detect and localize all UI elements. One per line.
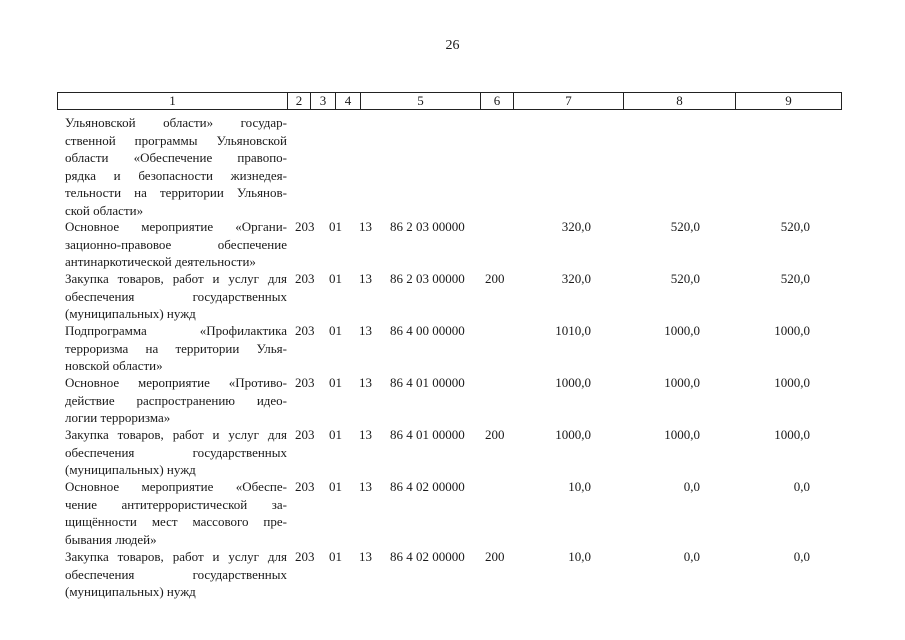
amount-col8-cell: 520,0: [670, 271, 700, 286]
amount-col7-cell: 1000,0: [555, 375, 591, 390]
amount-col7-cell: 10,0: [568, 549, 591, 564]
row-description: [65, 426, 287, 479]
amount-col7-cell: 1010,0: [555, 323, 591, 338]
code-cell: 203: [295, 549, 315, 564]
amount-col7-cell: 10,0: [568, 479, 591, 494]
code-cell: 203: [295, 323, 315, 338]
amount-col8-cell: 1000,0: [664, 323, 700, 338]
description-line: Подпрограмма «Профилактика: [65, 323, 287, 338]
description-line: Закупка товаров, работ и услуг для: [65, 271, 287, 286]
row-description: [65, 270, 287, 323]
amount-col9-cell: 1000,0: [774, 375, 810, 390]
description-line: Основное мероприятие «Органи-: [65, 219, 287, 234]
description-line: ственной программы Ульяновской: [65, 132, 287, 148]
row-description: [65, 374, 287, 427]
row-description: [65, 548, 287, 601]
row-description: [65, 218, 287, 271]
subsection-cell: 13: [359, 549, 372, 564]
section-cell: 01: [329, 479, 342, 494]
description-line: новской области»: [65, 358, 163, 373]
subsection-cell: 13: [359, 219, 372, 234]
row-description: [65, 478, 287, 548]
header-cell-6: 6: [480, 92, 514, 110]
code-cell: 203: [295, 271, 315, 286]
amount-col8-cell: 1000,0: [664, 427, 700, 442]
description-line: (муниципальных) нужд: [65, 306, 196, 321]
description-line: обеспечения государственных: [65, 288, 287, 304]
code-cell: 203: [295, 219, 315, 234]
amount-col9-cell: 1000,0: [774, 323, 810, 338]
section-cell: 01: [329, 427, 342, 442]
section-cell: 01: [329, 549, 342, 564]
amount-col8-cell: 520,0: [670, 219, 700, 234]
target-article-cell: 86 2 03 00000: [390, 271, 465, 286]
row-description: [65, 114, 287, 219]
description-line: Основное мероприятие «Обеспе-: [65, 479, 287, 494]
description-line: Закупка товаров, работ и услуг для: [65, 427, 287, 442]
code-cell: 203: [295, 375, 315, 390]
header-cell-7: 7: [513, 92, 624, 110]
description-line: действие распространению идео-: [65, 392, 287, 408]
subsection-cell: 13: [359, 375, 372, 390]
amount-col7-cell: 320,0: [561, 271, 591, 286]
description-line: ской области»: [65, 202, 144, 218]
description-line: области «Обеспечение правопо-: [65, 150, 287, 165]
target-article-cell: 86 4 02 00000: [390, 479, 465, 494]
description-line: Основное мероприятие «Противо-: [65, 375, 287, 390]
target-article-cell: 86 2 03 00000: [390, 219, 465, 234]
description-line: (муниципальных) нужд: [65, 584, 196, 599]
header-cell-9: 9: [735, 92, 842, 110]
row-description: [65, 322, 287, 375]
amount-col9-cell: 0,0: [793, 549, 810, 564]
description-line: обеспечения государственных: [65, 566, 287, 582]
description-line: щищённости мест массового пре-: [65, 514, 287, 529]
target-article-cell: 86 4 01 00000: [390, 375, 465, 390]
amount-col8-cell: 0,0: [683, 479, 700, 494]
header-cell-1: 1: [57, 92, 288, 110]
expense-type-cell: 200: [485, 271, 505, 286]
description-line: зационно-правовое обеспечение: [65, 236, 287, 252]
description-line: бывания людей»: [65, 531, 157, 547]
description-line: чение антитеррористической за-: [65, 496, 287, 512]
subsection-cell: 13: [359, 323, 372, 338]
expense-type-cell: 200: [485, 549, 505, 564]
target-article-cell: 86 4 02 00000: [390, 549, 465, 564]
description-line: тельности на территории Ульянов-: [65, 185, 287, 200]
description-line: логии терроризма»: [65, 410, 171, 425]
subsection-cell: 13: [359, 271, 372, 286]
amount-col7-cell: 1000,0: [555, 427, 591, 442]
section-cell: 01: [329, 271, 342, 286]
description-line: обеспечения государственных: [65, 444, 287, 460]
amount-col7-cell: 320,0: [561, 219, 591, 234]
header-cell-2: 2: [287, 92, 311, 110]
subsection-cell: 13: [359, 427, 372, 442]
target-article-cell: 86 4 00 00000: [390, 323, 465, 338]
section-cell: 01: [329, 375, 342, 390]
target-article-cell: 86 4 01 00000: [390, 427, 465, 442]
header-cell-8: 8: [623, 92, 736, 110]
amount-col9-cell: 520,0: [780, 219, 810, 234]
amount-col8-cell: 1000,0: [664, 375, 700, 390]
expense-type-cell: 200: [485, 427, 505, 442]
page-number: 26: [445, 38, 460, 53]
code-cell: 203: [295, 427, 315, 442]
section-cell: 01: [329, 323, 342, 338]
amount-col9-cell: 520,0: [780, 271, 810, 286]
subsection-cell: 13: [359, 479, 372, 494]
amount-col8-cell: 0,0: [683, 549, 700, 564]
header-cell-5: 5: [360, 92, 481, 110]
header-cell-4: 4: [335, 92, 361, 110]
description-line: Ульяновской области» государ-: [65, 115, 287, 130]
description-line: терроризма на территории Улья-: [65, 340, 287, 356]
amount-col9-cell: 1000,0: [774, 427, 810, 442]
amount-col9-cell: 0,0: [793, 479, 810, 494]
description-line: (муниципальных) нужд: [65, 462, 196, 477]
description-line: Закупка товаров, работ и услуг для: [65, 549, 287, 564]
table-header: [57, 92, 842, 110]
header-cell-3: 3: [310, 92, 336, 110]
description-line: рядка и безопасности жизнедея-: [65, 167, 287, 183]
description-line: антинаркотической деятельности»: [65, 254, 256, 269]
code-cell: 203: [295, 479, 315, 494]
section-cell: 01: [329, 219, 342, 234]
